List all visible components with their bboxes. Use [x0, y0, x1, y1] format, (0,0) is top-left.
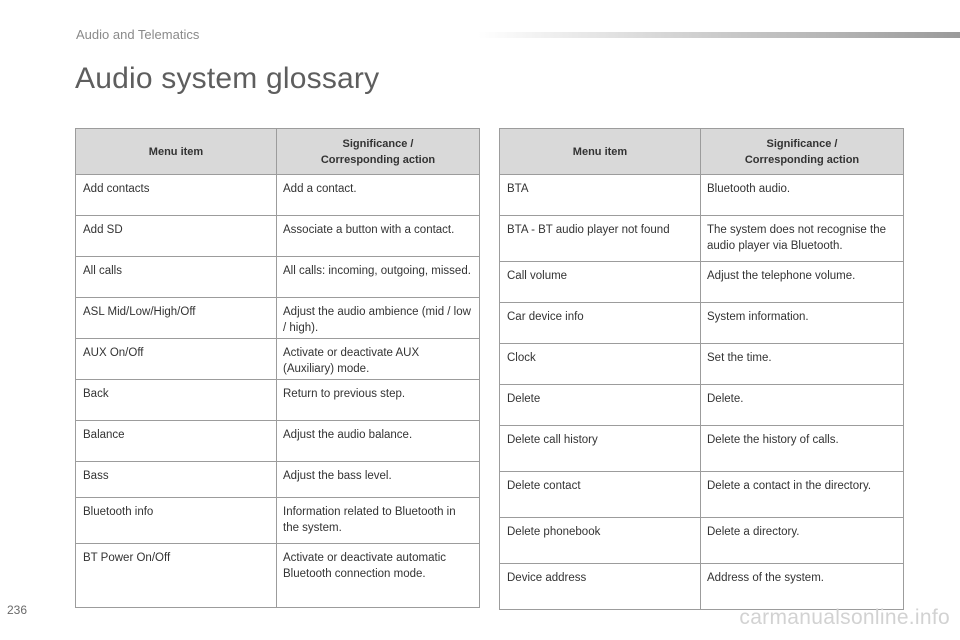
table-row: [76, 339, 480, 380]
menu-item-cell: BTA - BT audio player not found: [500, 216, 701, 262]
action-cell: Return to previous step.: [277, 380, 480, 421]
action-cell: Delete a directory.: [701, 518, 904, 564]
column-header-menu-item: Menu item: [500, 129, 701, 175]
table-row: [76, 175, 480, 216]
menu-item-cell: Car device info: [500, 303, 701, 344]
menu-item-cell: All calls: [76, 257, 277, 298]
action-cell: Delete the history of calls.: [701, 426, 904, 472]
table-row: [76, 421, 480, 462]
menu-item-cell: Delete phonebook: [500, 518, 701, 564]
column-header-significance-line1: Significance /: [342, 137, 414, 150]
column-header-significance-line2: Corresponding action: [744, 153, 860, 166]
table-row: [76, 380, 480, 421]
action-cell: Set the time.: [701, 344, 904, 385]
table-header-row: [500, 129, 904, 175]
menu-item-cell: Back: [76, 380, 277, 421]
action-cell: Bluetooth audio.: [701, 175, 904, 216]
action-cell: The system does not recognise the audio player via Bluetooth.: [701, 216, 904, 262]
action-cell: All calls: incoming, outgoing, missed.: [277, 257, 480, 298]
action-cell: Add a contact.: [277, 175, 480, 216]
table-row: [76, 498, 480, 544]
menu-item-cell: Delete call history: [500, 426, 701, 472]
menu-item-cell: Delete contact: [500, 472, 701, 518]
table-header-row: [76, 129, 480, 175]
table-row: [500, 303, 904, 344]
menu-item-cell: Bluetooth info: [76, 498, 277, 544]
action-cell: Adjust the audio balance.: [277, 421, 480, 462]
menu-item-cell: BTA: [500, 175, 701, 216]
action-cell: Address of the system.: [701, 564, 904, 610]
column-header-significance: [277, 129, 480, 175]
table-row: [76, 257, 480, 298]
watermark: carmanualsonline.info: [739, 606, 950, 629]
page-number: 236: [7, 603, 28, 617]
table-row: [500, 175, 904, 216]
action-cell: Activate or deactivate automatic Bluetooth connection mode.: [277, 544, 480, 608]
column-header-significance-line2: Corresponding action: [320, 153, 436, 166]
column-header-significance: [701, 129, 904, 175]
table-row: [76, 462, 480, 498]
table-row: [500, 472, 904, 518]
menu-item-cell: Call volume: [500, 262, 701, 303]
action-cell: Information related to Bluetooth in the system.: [277, 498, 480, 544]
menu-item-cell: BT Power On/Off: [76, 544, 277, 608]
table-row: [500, 426, 904, 472]
glossary-table-left: [75, 128, 480, 608]
action-cell: Associate a button with a contact.: [277, 216, 480, 257]
table-row: [76, 298, 480, 339]
menu-item-cell: AUX On/Off: [76, 339, 277, 380]
column-header-significance-line1: Significance /: [766, 137, 838, 150]
table-row: [500, 564, 904, 610]
table-row: [500, 216, 904, 262]
table-row: [500, 344, 904, 385]
action-cell: Delete.: [701, 385, 904, 426]
action-cell: Activate or deactivate AUX (Auxiliary) mode.: [277, 339, 480, 380]
table-row: [500, 385, 904, 426]
action-cell: Delete a contact in the directory.: [701, 472, 904, 518]
menu-item-cell: Balance: [76, 421, 277, 462]
action-cell: Adjust the bass level.: [277, 462, 480, 498]
menu-item-cell: Bass: [76, 462, 277, 498]
menu-item-cell: ASL Mid/Low/High/Off: [76, 298, 277, 339]
header-rule: [478, 32, 960, 38]
action-cell: System information.: [701, 303, 904, 344]
glossary-table-right: [499, 128, 904, 610]
menu-item-cell: Add SD: [76, 216, 277, 257]
table-row: [500, 518, 904, 564]
table-row: [76, 216, 480, 257]
menu-item-cell: Add contacts: [76, 175, 277, 216]
menu-item-cell: Delete: [500, 385, 701, 426]
menu-item-cell: Device address: [500, 564, 701, 610]
menu-item-cell: Clock: [500, 344, 701, 385]
page-title: Audio system glossary: [75, 62, 380, 95]
action-cell: Adjust the audio ambience (mid / low / high).: [277, 298, 480, 339]
table-row: [76, 544, 480, 608]
section-header: Audio and Telematics: [76, 27, 200, 42]
table-row: [500, 262, 904, 303]
action-cell: Adjust the telephone volume.: [701, 262, 904, 303]
column-header-menu-item: Menu item: [76, 129, 277, 175]
